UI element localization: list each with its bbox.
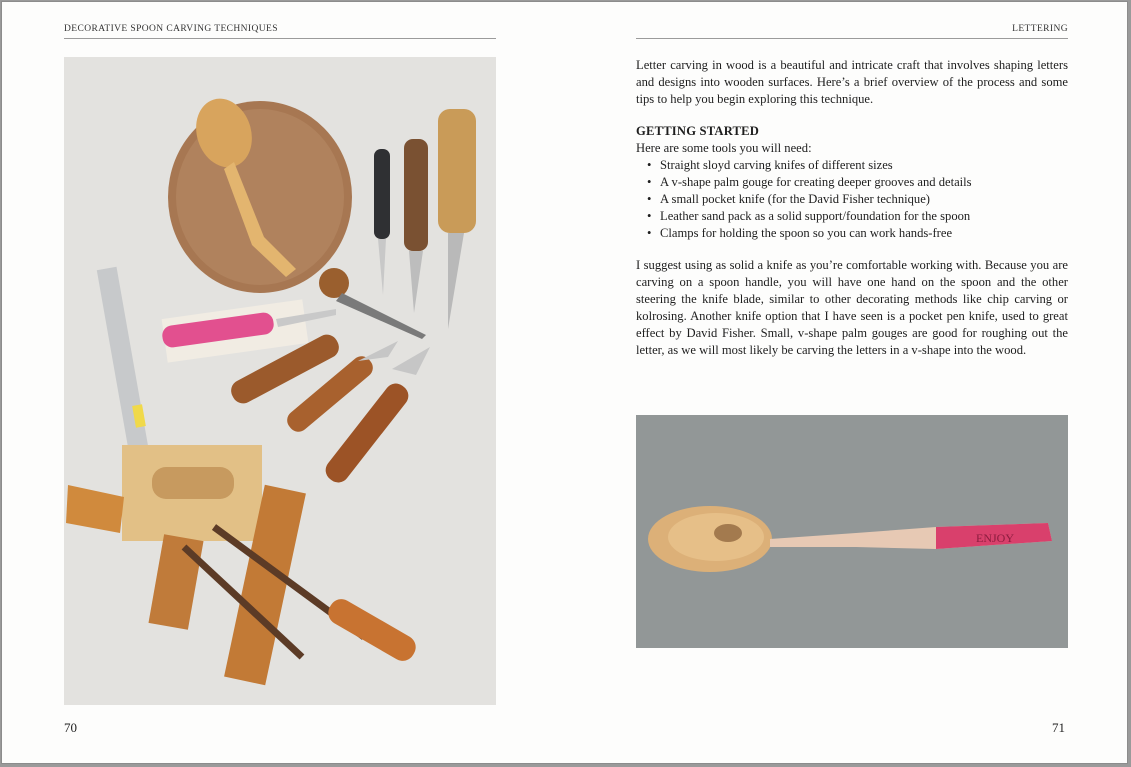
list-item: • A small pocket knife (for the David Fisher technique) <box>660 191 1068 208</box>
section-heading: GETTING STARTED <box>636 124 760 138</box>
list-item: • Clamps for holding the spoon so you can work hands-free <box>660 225 1068 242</box>
left-running-head: DECORATIVE SPOON CARVING TECHNIQUES <box>64 24 278 34</box>
tools-list <box>636 157 1068 242</box>
tools-photo-illustration <box>64 57 496 705</box>
carved-spoon-photo <box>636 415 1068 648</box>
left-header-rule <box>64 38 496 39</box>
spoon-engraving: ENJOY <box>976 531 1014 545</box>
list-item: • Straight sloyd carving knifes of different sizes <box>660 157 1068 174</box>
intro-paragraph: Letter carving in wood is a beautiful and intricate craft that involves shaping letters and designs into wooden surfaces. Here’s a brief overview of the process and some tips to help you begin exploring this technique. <box>636 58 1068 106</box>
list-item: • Leather sand pack as a solid support/foundation for the spoon <box>660 208 1068 225</box>
right-running-head: LETTERING <box>1012 24 1068 34</box>
getting-started-section <box>636 123 1068 242</box>
right-header-rule <box>636 38 1068 39</box>
list-item: • A v-shape palm gouge for creating deeper grooves and details <box>660 174 1068 191</box>
right-page-number: 71 <box>1052 720 1065 735</box>
tools-photo <box>64 57 496 705</box>
spoon-photo-illustration <box>636 415 1068 648</box>
knife-paragraph: I suggest using as solid a knife as you’re comfortable working with. Because you are carving on a spoon handle, you will have one hand on the spoon and the other steering the knife blade, similar to other decorating methods like chip carving or kolrosing. Another knife option that I have seen is a pocket pen knife, used to great effect by David Fisher. Small, v-shape palm gouges are good for roughing out the letter, as we will most likely be carving the letters in a v-shape into the wood. <box>636 258 1068 357</box>
book-spread <box>1 1 1128 764</box>
tools-lead: Here are some tools you will need: <box>636 141 812 155</box>
left-page-number: 70 <box>64 720 77 735</box>
